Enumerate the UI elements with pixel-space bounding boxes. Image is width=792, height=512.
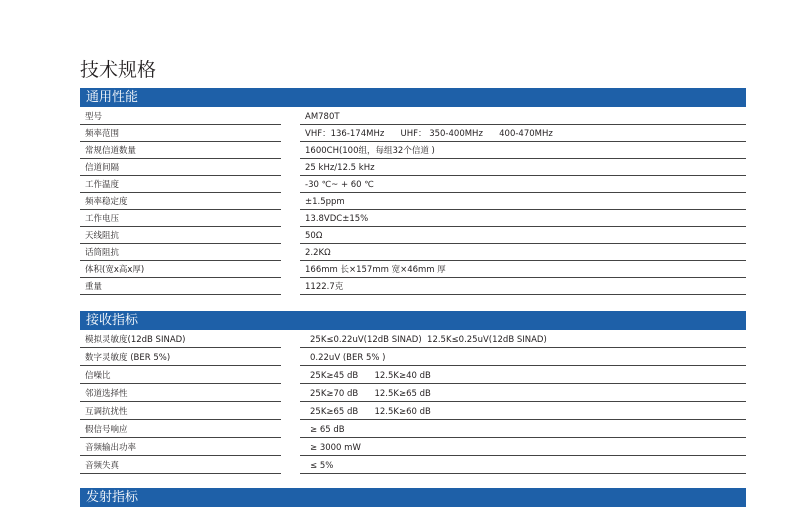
spec-label: 邻道选择性 xyxy=(80,385,281,402)
section-header-receive: 接收指标 xyxy=(80,311,746,330)
spec-label: 天线阻抗 xyxy=(80,228,281,244)
spec-value: 25K≥45 dB 12.5K≥40 dB xyxy=(300,367,746,384)
spec-value: ±1.5ppm xyxy=(300,194,746,210)
spec-label: 假信号响应 xyxy=(80,421,281,438)
table-row xyxy=(80,349,746,367)
table-row xyxy=(80,331,746,349)
spec-value: 25 kHz/12.5 kHz xyxy=(300,160,746,176)
table-row xyxy=(80,228,746,245)
table-row xyxy=(80,245,746,262)
spec-label: 体积(宽x高x厚) xyxy=(80,262,281,278)
spec-label: 频率稳定度 xyxy=(80,194,281,210)
table-row xyxy=(80,367,746,385)
spec-value: ≤ 5% xyxy=(300,457,746,474)
spec-value: 166mm 长×157mm 宽×46mm 厚 xyxy=(300,262,746,278)
spec-label: 模拟灵敏度(12dB SINAD) xyxy=(80,331,281,348)
spec-label: 话筒阻抗 xyxy=(80,245,281,261)
table-row xyxy=(80,421,746,439)
table-row xyxy=(80,439,746,457)
table-row xyxy=(80,457,746,475)
spec-label: 互调抗扰性 xyxy=(80,403,281,420)
table-row xyxy=(80,109,746,126)
spec-value: ≥ 3000 mW xyxy=(300,439,746,456)
page-title: 技术规格 xyxy=(80,59,157,81)
spec-label: 频率范围 xyxy=(80,126,281,142)
table-row xyxy=(80,211,746,228)
spec-label: 数字灵敏度 (BER 5%) xyxy=(80,349,281,366)
spec-value: -30 ℃~ + 60 ℃ xyxy=(300,177,746,193)
table-row xyxy=(80,177,746,194)
spec-label: 工作温度 xyxy=(80,177,281,193)
spec-value: AM780T xyxy=(300,109,746,125)
spec-label: 信噪比 xyxy=(80,367,281,384)
spec-value: 0.22uV (BER 5% ) xyxy=(300,349,746,366)
spec-value: 1600CH(100组，每组32个信道 ) xyxy=(300,143,746,159)
receive-spec-table xyxy=(80,331,746,475)
spec-label: 音频输出功率 xyxy=(80,439,281,456)
spec-value: VHF：136-174MHz UHF： 350-400MHz 400-470MHz xyxy=(300,126,746,142)
table-row xyxy=(80,403,746,421)
section-header-transmit: 发射指标 xyxy=(80,488,746,507)
spec-label: 重量 xyxy=(80,279,281,295)
spec-value: 25K≥70 dB 12.5K≥65 dB xyxy=(300,385,746,402)
table-row xyxy=(80,279,746,296)
spec-value: 50Ω xyxy=(300,228,746,244)
spec-label: 型号 xyxy=(80,109,281,125)
spec-label: 常规信道数量 xyxy=(80,143,281,159)
spec-value: 25K≥65 dB 12.5K≥60 dB xyxy=(300,403,746,420)
general-spec-table xyxy=(80,109,746,296)
table-row xyxy=(80,194,746,211)
section-header-general: 通用性能 xyxy=(80,88,746,107)
spec-label: 信道间隔 xyxy=(80,160,281,176)
table-row xyxy=(80,385,746,403)
spec-value: ≥ 65 dB xyxy=(300,421,746,438)
spec-value: 1122.7克 xyxy=(300,279,746,295)
spec-value: 25K≤0.22uV(12dB SINAD) 12.5K≤0.25uV(12dB SINAD) xyxy=(300,331,746,348)
table-row xyxy=(80,262,746,279)
spec-label: 音频失真 xyxy=(80,457,281,474)
spec-value: 13.8VDC±15% xyxy=(300,211,746,227)
spec-value: 2.2KΩ xyxy=(300,245,746,261)
table-row xyxy=(80,143,746,160)
table-row xyxy=(80,126,746,143)
table-row xyxy=(80,160,746,177)
spec-label: 工作电压 xyxy=(80,211,281,227)
